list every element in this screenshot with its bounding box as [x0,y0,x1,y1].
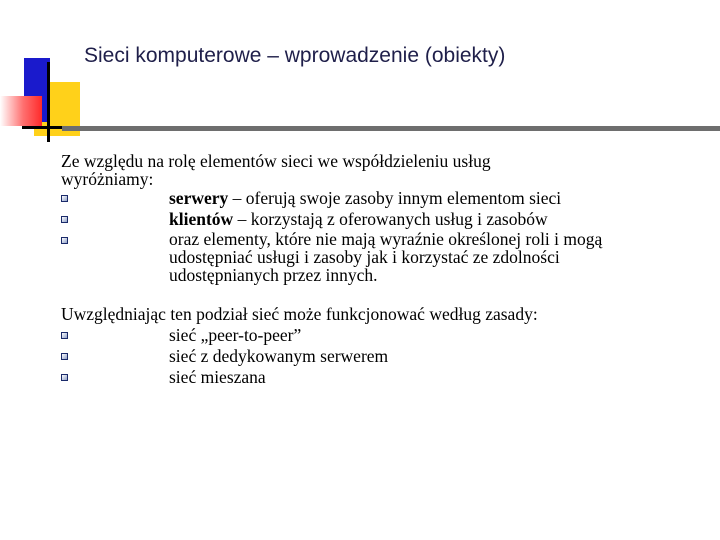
term-servers: serwery [169,188,229,208]
list-item-mixed-network: sieć mieszana [61,367,701,388]
mixed-line3: udostępnianych przez innych. [169,265,378,285]
section1-intro-line2: wyróżniamy: [61,169,154,189]
mixed-line1: oraz elementy, które nie mają wyraźnie określonej roli i mogą [169,229,603,249]
decor-horizontal-line [22,126,62,129]
section2-intro: Uwzględniając ten podział sieć może funkcjonować według zasady: [61,304,538,324]
list-item-peer-to-peer: sieć „peer-to-peer” [61,325,701,346]
list-item-clients [61,209,701,230]
list-item-servers [61,188,701,209]
section1-intro-line1: Ze względu na rolę elementów sieci we współdzieleniu usług [61,151,491,171]
title-rule [62,126,720,131]
checkbox-square-bullet-icon [61,353,68,360]
mixed-line2: udostępniać usługi i zasoby jak i korzystać ze zdolności [169,247,560,267]
decor-red-gradient [0,96,42,126]
checkbox-square-bullet-icon [61,216,68,223]
list-item-mixed-elements [61,230,701,284]
checkbox-square-bullet-icon [61,237,68,244]
checkbox-square-bullet-icon [61,332,68,339]
checkbox-square-bullet-icon [61,374,68,381]
checkbox-square-bullet-icon [61,195,68,202]
slide-body [61,152,701,388]
list-item-dedicated-server: sieć z dedykowanym serwerem [61,346,701,367]
section1-intro [61,152,701,188]
slide-title: Sieci komputerowe – wprowadzenie (obiekty) [84,44,506,67]
decor-vertical-line [47,62,50,142]
desc-servers: – oferują swoje zasoby innym elementom sieci [228,188,562,208]
desc-clients: – korzystają z oferowanych usług i zasobów [233,209,548,229]
term-clients: klientów [169,209,234,229]
